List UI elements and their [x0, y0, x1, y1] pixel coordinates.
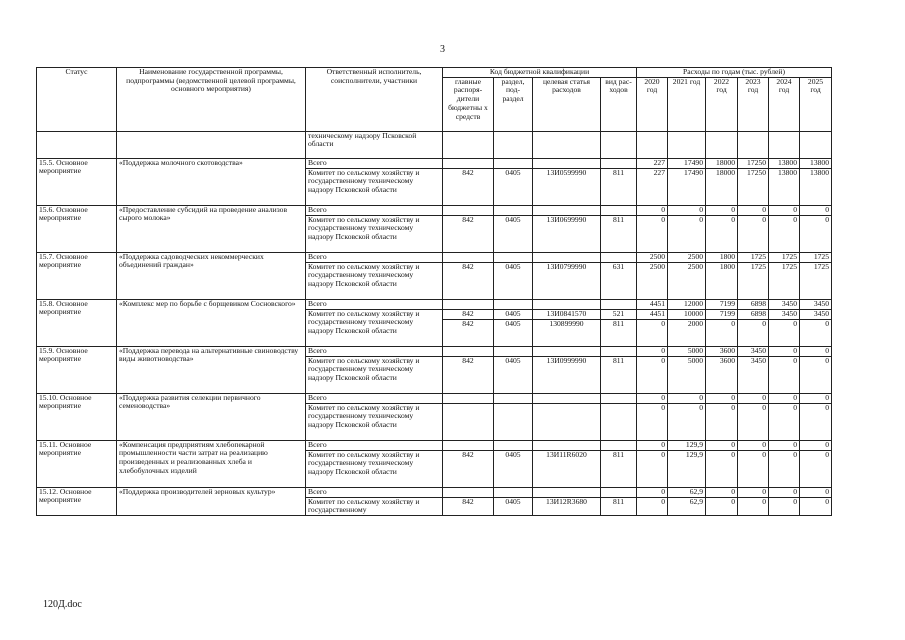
year-value-cell: 0	[769, 403, 800, 440]
total-value-cell: 1725	[738, 252, 769, 262]
year-value-cell: 17250	[738, 168, 769, 205]
header-year: 2021 год	[668, 77, 706, 131]
total-value-cell: 1725	[769, 252, 800, 262]
year-value-cell: 129,9	[668, 450, 706, 487]
activity-name-cell: «Предоставление субсидий на проведение анализов сырого молока»	[117, 205, 306, 252]
table-row	[37, 205, 832, 215]
total-value-cell: 1800	[706, 252, 738, 262]
total-value-cell: 0	[800, 487, 832, 497]
total-value-cell: 13800	[769, 158, 800, 168]
year-value-cell: 2000	[668, 319, 706, 346]
total-value-cell: 0	[637, 393, 668, 403]
total-value-cell: 0	[769, 205, 800, 215]
target-article-cell	[533, 403, 601, 440]
year-value-cell: 0	[800, 319, 832, 346]
status-cell: 15.9. Основное мероприятие	[37, 346, 117, 393]
year-value-cell: 0	[769, 356, 800, 393]
target-article-cell: 130899990	[533, 319, 601, 346]
total-value-cell: 7199	[706, 299, 738, 309]
total-value-cell: 0	[637, 487, 668, 497]
table-row	[37, 440, 832, 450]
year-value-cell: 7199	[706, 309, 738, 319]
header-year: 2024 год	[769, 77, 800, 131]
grbs-cell: 842	[443, 262, 494, 299]
total-value-cell: 17250	[738, 158, 769, 168]
year-value-cell: 13800	[769, 168, 800, 205]
total-value-cell: 2500	[668, 252, 706, 262]
total-value-cell: 3450	[769, 299, 800, 309]
target-article-cell: 13И0599990	[533, 168, 601, 205]
committee-cell: Комитет по сельскому хозяйству и государственному техническому надзору Псковской области	[306, 450, 443, 487]
total-value-cell: 18000	[706, 158, 738, 168]
total-value-cell: 3450	[800, 299, 832, 309]
total-value-cell: 0	[738, 393, 769, 403]
year-value-cell: 0	[800, 403, 832, 440]
year-value-cell: 1725	[769, 262, 800, 299]
razdel-cell	[494, 403, 533, 440]
razdel-cell: 0405	[494, 319, 533, 346]
year-value-cell: 10000	[668, 309, 706, 319]
table-row	[37, 158, 832, 168]
year-value-cell: 3450	[738, 356, 769, 393]
total-value-cell: 0	[769, 440, 800, 450]
year-value-cell: 3450	[800, 309, 832, 319]
table-row	[37, 346, 832, 356]
header-vr: вид рас-ходов	[601, 77, 637, 131]
total-label-cell: Всего	[306, 393, 443, 403]
year-value-cell: 0	[668, 403, 706, 440]
total-value-cell: 0	[769, 346, 800, 356]
total-value-cell: 0	[800, 205, 832, 215]
expense-type-cell: 811	[601, 497, 637, 515]
year-value-cell: 0	[637, 215, 668, 252]
total-label-cell: Всего	[306, 205, 443, 215]
table-row	[37, 487, 832, 497]
grbs-cell: 842	[443, 450, 494, 487]
total-value-cell: 0	[738, 205, 769, 215]
total-value-cell: 0	[706, 487, 738, 497]
status-cell: 15.8. Основное мероприятие	[37, 299, 117, 346]
grbs-cell: 842	[443, 168, 494, 205]
razdel-cell: 0405	[494, 168, 533, 205]
year-value-cell: 0	[637, 403, 668, 440]
year-value-cell: 0	[738, 215, 769, 252]
committee-cell: Комитет по сельскому хозяйству и государственному техническому надзору Псковской области	[306, 403, 443, 440]
committee-cell: Комитет по сельскому хозяйству и государственному	[306, 497, 443, 515]
expense-type-cell	[601, 403, 637, 440]
total-value-cell: 0	[800, 393, 832, 403]
header-name: Наименование государственной программы, подпрограммы (ведомственной целевой программы, основного мероприятия)	[117, 68, 306, 132]
year-value-cell: 0	[800, 215, 832, 252]
year-value-cell: 18000	[706, 168, 738, 205]
year-value-cell: 0	[738, 319, 769, 346]
target-article-cell: 13И11R6020	[533, 450, 601, 487]
grbs-cell: 842	[443, 497, 494, 515]
year-value-cell: 0	[706, 497, 738, 515]
year-value-cell: 0	[637, 356, 668, 393]
grbs-cell: 842	[443, 215, 494, 252]
total-value-cell: 0	[738, 487, 769, 497]
total-value-cell: 6898	[738, 299, 769, 309]
year-value-cell: 0	[637, 450, 668, 487]
total-label-cell: Всего	[306, 158, 443, 168]
total-value-cell: 0	[637, 205, 668, 215]
year-value-cell: 0	[706, 403, 738, 440]
year-value-cell: 2500	[668, 262, 706, 299]
status-cell: 15.10. Основное мероприятие	[37, 393, 117, 440]
header-year: 2023 год	[738, 77, 769, 131]
header-cs: целевая статья расходов	[533, 77, 601, 131]
status-cell: 15.6. Основное мероприятие	[37, 205, 117, 252]
header-expenses-group: Расходы по годам (тыс. рублей)	[637, 68, 832, 78]
year-value-cell: 0	[769, 215, 800, 252]
target-article-cell: 13И0841570	[533, 309, 601, 319]
razdel-cell: 0405	[494, 309, 533, 319]
continuation-row	[37, 131, 832, 158]
activity-name-cell: «Поддержка садоводческих некоммерческих объединений граждан»	[117, 252, 306, 299]
committee-cell: Комитет по сельскому хозяйству и государственному техническому надзору Псковской области	[306, 356, 443, 393]
total-value-cell: 227	[637, 158, 668, 168]
header-year: 2022 год	[706, 77, 738, 131]
total-label-cell: Всего	[306, 440, 443, 450]
total-value-cell: 0	[738, 440, 769, 450]
year-value-cell: 0	[668, 215, 706, 252]
year-value-cell: 1725	[800, 262, 832, 299]
committee-cell: Комитет по сельскому хозяйству и государственному техническому надзору Псковской области	[306, 262, 443, 299]
target-article-cell: 13И0799990	[533, 262, 601, 299]
total-value-cell: 3600	[706, 346, 738, 356]
total-value-cell: 4451	[637, 299, 668, 309]
year-value-cell: 0	[706, 215, 738, 252]
year-value-cell: 0	[800, 497, 832, 515]
total-value-cell: 0	[668, 205, 706, 215]
total-label-cell: Всего	[306, 299, 443, 309]
header-kbk-group: Код бюджетной квалификации	[443, 68, 637, 78]
total-value-cell: 2500	[637, 252, 668, 262]
razdel-cell: 0405	[494, 450, 533, 487]
year-value-cell: 0	[800, 356, 832, 393]
total-value-cell: 0	[668, 393, 706, 403]
expense-type-cell: 811	[601, 215, 637, 252]
total-value-cell: 1725	[800, 252, 832, 262]
total-value-cell: 12000	[668, 299, 706, 309]
year-value-cell: 62,9	[668, 497, 706, 515]
total-label-cell: Всего	[306, 252, 443, 262]
total-value-cell: 5000	[668, 346, 706, 356]
total-value-cell: 17490	[668, 158, 706, 168]
grbs-cell: 842	[443, 309, 494, 319]
year-value-cell: 3600	[706, 356, 738, 393]
header-responsible: Ответственный исполнитель, соисполнители, участники	[306, 68, 443, 132]
razdel-cell: 0405	[494, 356, 533, 393]
year-value-cell: 0	[738, 450, 769, 487]
year-value-cell: 0	[706, 450, 738, 487]
year-value-cell: 1800	[706, 262, 738, 299]
total-value-cell: 0	[706, 440, 738, 450]
total-value-cell: 0	[706, 393, 738, 403]
continuation-text: техническому надзору Псковской области	[306, 131, 443, 158]
total-label-cell: Всего	[306, 346, 443, 356]
year-value-cell: 0	[637, 497, 668, 515]
year-value-cell: 0	[800, 450, 832, 487]
year-value-cell: 3450	[769, 309, 800, 319]
activity-name-cell: «Компенсация предприятиям хлебопекарной промышленности части затрат на реализацию произведенных и реализованных хлеба и хлебобулочных изделий	[117, 440, 306, 487]
status-cell: 15.12. Основное мероприятие	[37, 487, 117, 515]
committee-cell: Комитет по сельскому хозяйству и государственному техническому надзору Псковской области	[306, 215, 443, 252]
total-value-cell: 0	[637, 440, 668, 450]
expense-type-cell: 631	[601, 262, 637, 299]
year-value-cell: 5000	[668, 356, 706, 393]
target-article-cell: 13И12R3680	[533, 497, 601, 515]
header-year: 2020 год	[637, 77, 668, 131]
footer-filename: 120Д.doc	[43, 599, 82, 610]
header-razdel: раздел, под-раздел	[494, 77, 533, 131]
grbs-cell: 842	[443, 319, 494, 346]
header-grbs: главные распоря-дители бюджетны х средств	[443, 77, 494, 131]
year-value-cell: 0	[769, 497, 800, 515]
expense-type-cell: 811	[601, 319, 637, 346]
total-value-cell: 129,9	[668, 440, 706, 450]
year-value-cell: 0	[738, 497, 769, 515]
table-row	[37, 393, 832, 403]
total-value-cell: 0	[800, 440, 832, 450]
activity-name-cell: «Поддержка производителей зерновых культур»	[117, 487, 306, 515]
expenses-table	[36, 67, 832, 516]
year-value-cell: 227	[637, 168, 668, 205]
activity-name-cell: «Комплекс мер по борьбе с борщевиком Сосновского»	[117, 299, 306, 346]
year-value-cell: 0	[706, 319, 738, 346]
total-value-cell: 0	[769, 393, 800, 403]
total-value-cell: 0	[706, 205, 738, 215]
activity-name-cell: «Поддержка перевода на альтернативные свиноводству виды животноводства»	[117, 346, 306, 393]
year-value-cell: 1725	[738, 262, 769, 299]
total-value-cell: 0	[769, 487, 800, 497]
committee-cell: Комитет по сельскому хозяйству и государственному техническому надзору Псковской области	[306, 168, 443, 205]
year-value-cell: 0	[738, 403, 769, 440]
expense-type-cell: 811	[601, 356, 637, 393]
header-year: 2025 год	[800, 77, 832, 131]
year-value-cell: 4451	[637, 309, 668, 319]
status-cell: 15.7. Основное мероприятие	[37, 252, 117, 299]
target-article-cell: 13И0699990	[533, 215, 601, 252]
total-value-cell: 0	[800, 346, 832, 356]
total-value-cell: 0	[637, 346, 668, 356]
activity-name-cell: «Поддержка молочного скотоводства»	[117, 158, 306, 205]
year-value-cell: 0	[637, 319, 668, 346]
expense-type-cell: 521	[601, 309, 637, 319]
year-value-cell: 6898	[738, 309, 769, 319]
total-value-cell: 3450	[738, 346, 769, 356]
committee-cell: Комитет по сельскому хозяйству и государственному техническому надзору Псковской области	[306, 309, 443, 346]
table-row	[37, 252, 832, 262]
razdel-cell: 0405	[494, 497, 533, 515]
year-value-cell: 2500	[637, 262, 668, 299]
total-value-cell: 13800	[800, 158, 832, 168]
expense-type-cell: 811	[601, 450, 637, 487]
razdel-cell: 0405	[494, 262, 533, 299]
activity-name-cell: «Поддержка развития селекции первичного семеноводства»	[117, 393, 306, 440]
header-status: Статус	[37, 68, 117, 132]
grbs-cell	[443, 403, 494, 440]
year-value-cell: 13800	[800, 168, 832, 205]
table-row	[37, 299, 832, 309]
status-cell: 15.5. Основное мероприятие	[37, 158, 117, 205]
expense-type-cell: 811	[601, 168, 637, 205]
year-value-cell: 0	[769, 319, 800, 346]
status-cell: 15.11. Основное мероприятие	[37, 440, 117, 487]
year-value-cell: 17490	[668, 168, 706, 205]
total-value-cell: 62,9	[668, 487, 706, 497]
target-article-cell: 13И0999990	[533, 356, 601, 393]
year-value-cell: 0	[769, 450, 800, 487]
page-number: 3	[440, 44, 445, 55]
razdel-cell: 0405	[494, 215, 533, 252]
grbs-cell: 842	[443, 356, 494, 393]
total-label-cell: Всего	[306, 487, 443, 497]
